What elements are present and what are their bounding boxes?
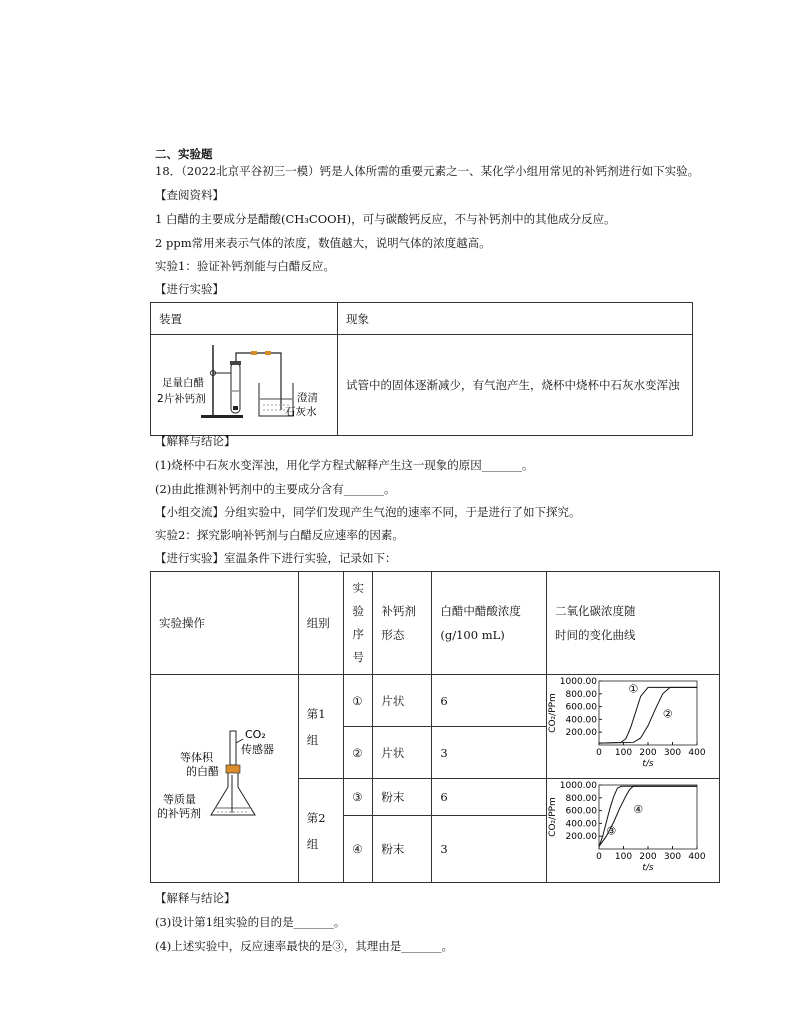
header-seq-3: 序 [352, 627, 365, 641]
header-group: 组别 [298, 572, 343, 675]
series-line [599, 786, 697, 846]
x-tick-label: 300 [663, 852, 682, 862]
y-tick-label: 200.00 [565, 832, 597, 843]
exp1-title: 实验1：验证补钙剂能与白醋反应。 [155, 259, 335, 273]
plot-frame [599, 681, 697, 745]
label-sensor: 传感器 [241, 743, 274, 756]
chart-1 [547, 675, 719, 775]
chart-1-cell [547, 675, 720, 779]
conc-3: 6 [432, 779, 547, 816]
label-vinegar2: 的白醋 [186, 765, 219, 778]
apparatus-cell [151, 335, 338, 436]
label-tablets: 2片补钙剂 [157, 393, 206, 405]
label-limewater: 石灰水 [285, 406, 317, 418]
header-device: 装置 [151, 303, 338, 335]
do-exp2-title: 【进行实验】室温条件下进行实验，记录如下： [155, 551, 397, 565]
chart-2 [547, 779, 719, 879]
flask-cell [151, 675, 299, 883]
group-2-line1: 第2 [306, 810, 326, 825]
question-2: (2)由此推测补钙剂中的主要成分含有_______。 [155, 482, 396, 496]
group-1-line1: 第1 [306, 706, 326, 721]
series-label: ③ [606, 824, 617, 838]
x-tick-label: 0 [596, 748, 602, 758]
x-tick-label: 200 [639, 852, 657, 862]
header-phenomenon: 现象 [338, 303, 693, 335]
question-1: (1)烧杯中石灰水变浑浊，用化学方程式解释产生这一现象的原因_______。 [155, 458, 534, 472]
chart-2-cell [547, 779, 720, 883]
series-label: ④ [633, 803, 644, 817]
x-tick-label: 400 [688, 852, 706, 862]
y-tick-label: 800.00 [565, 689, 597, 700]
x-axis-label: t/s [642, 759, 654, 769]
label-equal-volume: 等体积 [180, 751, 213, 764]
exp2-title: 实验2：探究影响补钙剂与白醋反应速率的因素。 [155, 528, 404, 542]
y-tick-label: 1000.00 [559, 677, 597, 687]
header-form-1: 补钙剂 [381, 604, 416, 618]
y-axis-label: CO₂/PPm [548, 797, 558, 837]
header-form-2: 形态 [381, 628, 405, 642]
x-axis-label: t/s [642, 863, 654, 873]
header-seq-2: 验 [352, 604, 365, 618]
group-1 [298, 675, 343, 779]
y-tick-label: 400.00 [565, 715, 597, 726]
table-2 [150, 571, 720, 883]
header-curve-1: 二氧化碳浓度随 [555, 604, 636, 618]
label-vinegar: 足量白醋 [162, 377, 204, 389]
fact-1: 1 白醋的主要成分是醋酸(CH₃COOH)，可与碳酸钙反应，不与补钙剂中的其他成分反应。 [155, 212, 616, 226]
question-18: 18．（2022北京平谷初三一模）钙是人体所需的重要元素之一、某化学小组用常见的补钙剂进行如下实验。 [155, 164, 700, 178]
header-seq-4: 号 [352, 650, 365, 664]
lookup-title: 【查阅资料】 [155, 188, 224, 202]
seq-3: ③ [344, 779, 373, 816]
y-tick-label: 600.00 [565, 806, 597, 817]
y-tick-label: 200.00 [565, 728, 597, 739]
fact-2: 2 ppm常用来表示气体的浓度，数值越大，说明气体的浓度越高。 [155, 236, 491, 250]
section-title: 二、实验题 [155, 147, 213, 161]
conc-1: 6 [432, 675, 547, 727]
series-line [599, 687, 697, 743]
seq-2: ② [344, 727, 373, 779]
explain-title-2: 【解释与结论】 [155, 891, 236, 905]
label-co2: CO₂ [245, 728, 266, 741]
x-tick-label: 100 [614, 748, 633, 758]
label-equal-mass: 等质量 [163, 793, 196, 806]
x-tick-label: 300 [663, 748, 682, 758]
seq-4: ④ [344, 815, 373, 882]
header-curve-2: 时间的变化曲线 [555, 628, 636, 642]
x-tick-label: 100 [614, 852, 633, 862]
series-line [599, 687, 697, 743]
conc-4: 3 [432, 815, 547, 882]
flask-diagram [151, 675, 291, 879]
question-3: (3)设计第1组实验的目的是_______。 [155, 915, 346, 929]
conc-2: 3 [432, 727, 547, 779]
header-seq-1: 实 [352, 581, 365, 595]
y-axis-label: CO₂/PPm [548, 693, 558, 733]
x-tick-label: 400 [688, 748, 706, 758]
group-1-line2: 组 [306, 732, 319, 747]
header-form [373, 572, 432, 675]
form-4: 粉末 [373, 815, 432, 882]
apparatus-diagram [151, 335, 329, 432]
form-1: 片状 [373, 675, 432, 727]
label-supplement: 的补钙剂 [157, 807, 201, 820]
group-2-line2: 组 [306, 836, 319, 851]
header-curve [547, 572, 720, 675]
do-exp-title: 【进行实验】 [155, 282, 224, 296]
form-3: 粉末 [373, 779, 432, 816]
header-seq [344, 572, 373, 675]
header-conc-2: (g/100 mL) [440, 628, 505, 642]
y-tick-label: 800.00 [565, 793, 597, 804]
form-2: 片状 [373, 727, 432, 779]
question-4: (4)上述实验中，反应速率最快的是③，其理由是_______。 [155, 939, 454, 953]
table-1 [150, 302, 693, 436]
group-talk: 【小组交流】分组实验中，同学们发现产生气泡的速率不同，于是进行了如下探究。 [155, 505, 581, 519]
plot-frame [599, 785, 697, 849]
label-clear: 澄清 [297, 392, 318, 404]
series-label: ② [662, 707, 673, 721]
phenomenon-text: 试管中的固体逐渐减少，有气泡产生，烧杯中烧杯中石灰水变浑浊 [338, 335, 693, 436]
header-conc [432, 572, 547, 675]
header-conc-1: 白醋中醋酸浓度 [440, 604, 521, 618]
y-tick-label: 400.00 [565, 819, 597, 830]
series-label: ① [628, 682, 639, 696]
group-2 [298, 779, 343, 883]
x-tick-label: 200 [639, 748, 657, 758]
y-tick-label: 1000.00 [559, 781, 597, 791]
seq-1: ① [344, 675, 373, 727]
explain-title: 【解释与结论】 [155, 434, 236, 448]
y-tick-label: 600.00 [565, 702, 597, 713]
header-op: 实验操作 [151, 572, 299, 675]
x-tick-label: 0 [596, 852, 602, 862]
